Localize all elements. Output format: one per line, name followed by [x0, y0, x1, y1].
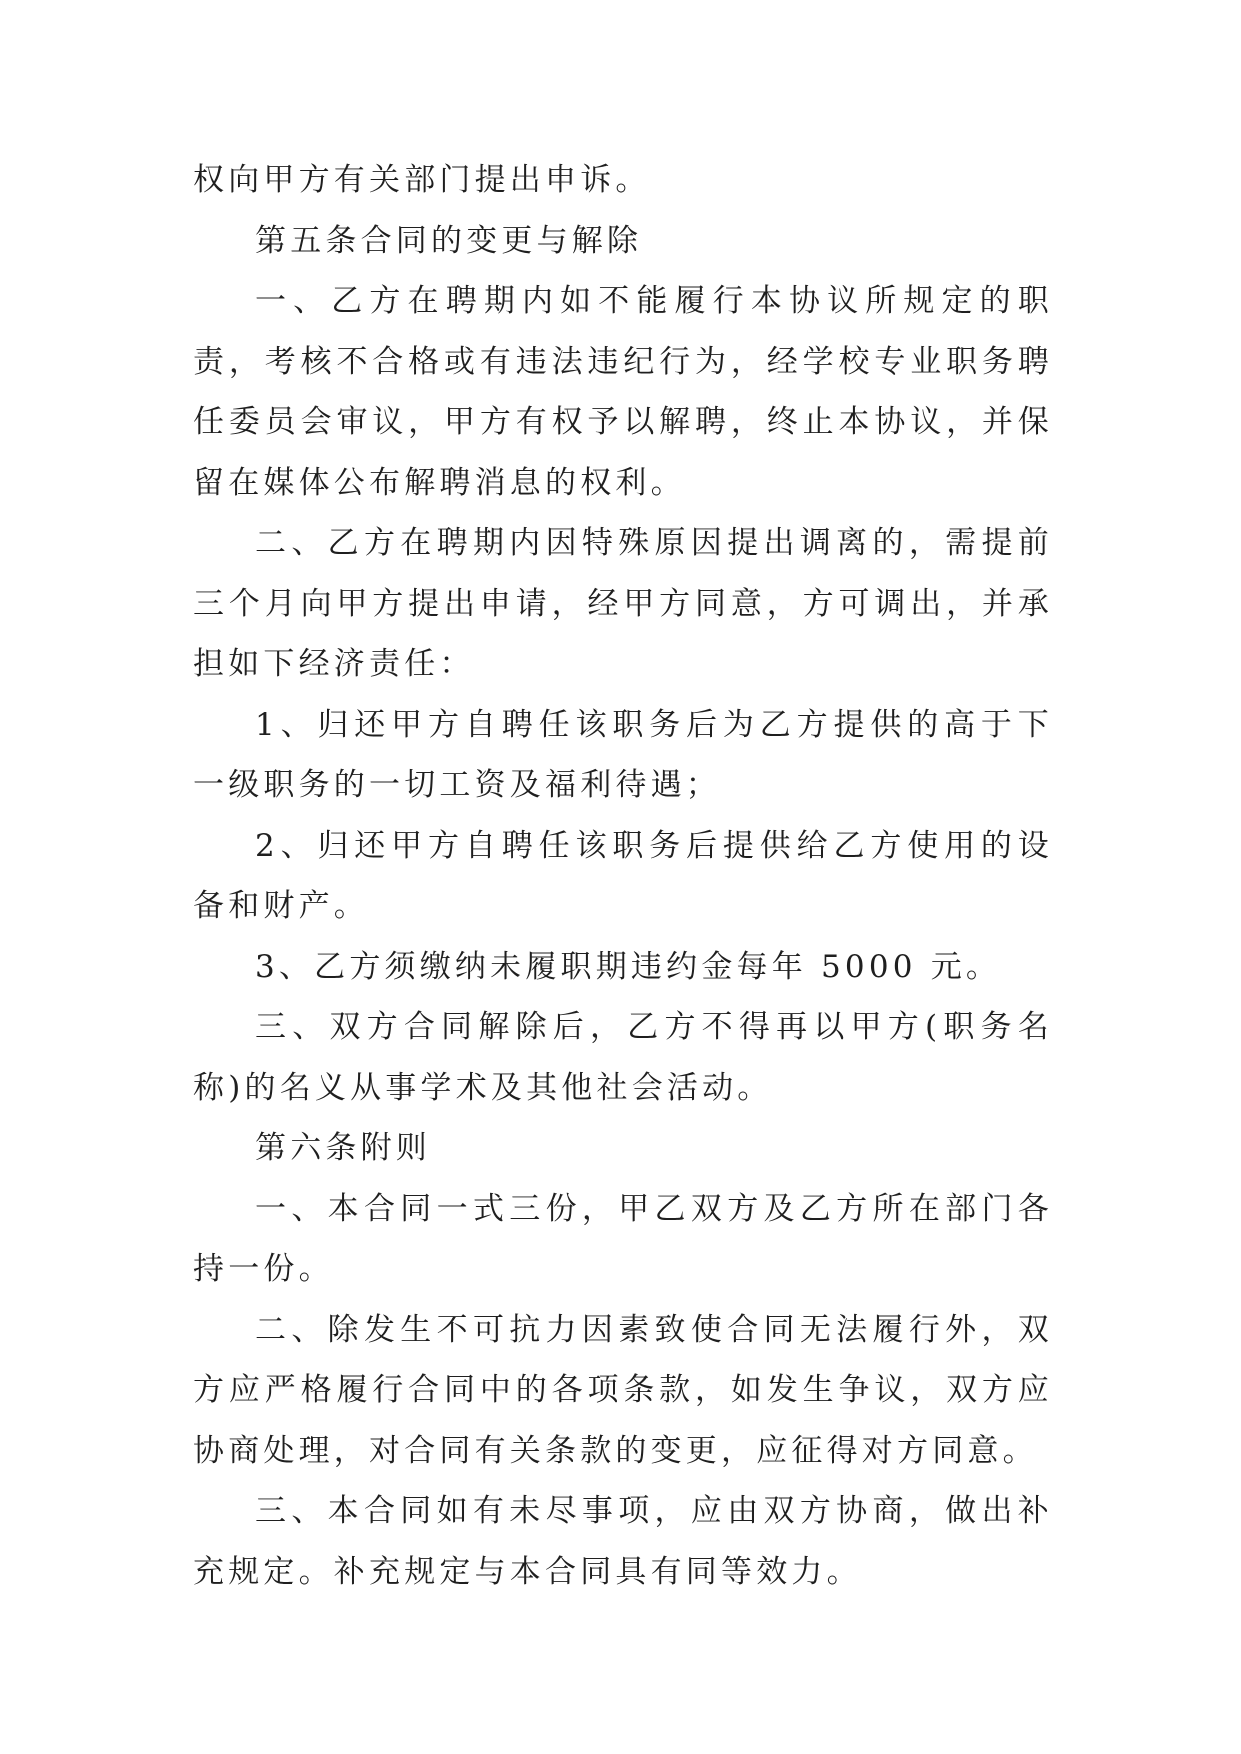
section-heading-article-5: 第五条合同的变更与解除	[255, 222, 643, 259]
paragraph-copies: 一、本合同一式三份，甲乙双方及乙方所在部门各持一份。	[193, 1190, 1053, 1287]
paragraph-complaint-continuation: 权向甲方有关部门提出申诉。	[193, 162, 651, 198]
paragraph-transfer: 二、乙方在聘期内因特殊原因提出调离的，需提前三个月向甲方提出申请，经甲方同意，方可调出，并承担如下经济责任：	[193, 525, 1053, 682]
paragraph-supplementary: 三、本合同如有未尽事项，应由双方协商，做出补充规定。补充规定与本合同具有同等效力。	[193, 1493, 1053, 1590]
list-item-penalty: 3、乙方须缴纳未履职期违约金每年 5000 元。	[255, 948, 1002, 985]
paragraph-dismissal: 一、乙方在聘期内如不能履行本协议所规定的职责，考核不合格或有违法违纪行为，经学校专业职务聘任委员会审议，甲方有权予以解聘，终止本协议，并保留在媒体公布解聘消息的权利。	[193, 283, 1053, 501]
section-heading-article-6: 第六条附则	[255, 1130, 431, 1166]
list-item-return-equipment: 2、归还甲方自聘任该职务后提供给乙方使用的设备和财产。	[193, 827, 1053, 924]
paragraph-force-majeure: 二、除发生不可抗力因素致使合同无法履行外，双方应严格履行合同中的各项条款，如发生争议，双方应协商处理，对合同有关条款的变更，应征得对方同意。	[193, 1311, 1053, 1469]
list-item-return-salary: 1、归还甲方自聘任该职务后为乙方提供的高于下一级职务的一切工资及福利待遇；	[193, 706, 1053, 803]
paragraph-post-termination: 三、双方合同解除后，乙方不得再以甲方(职务名称)的名义从事学术及其他社会活动。	[193, 1009, 1053, 1106]
document-body	[193, 150, 1053, 1602]
